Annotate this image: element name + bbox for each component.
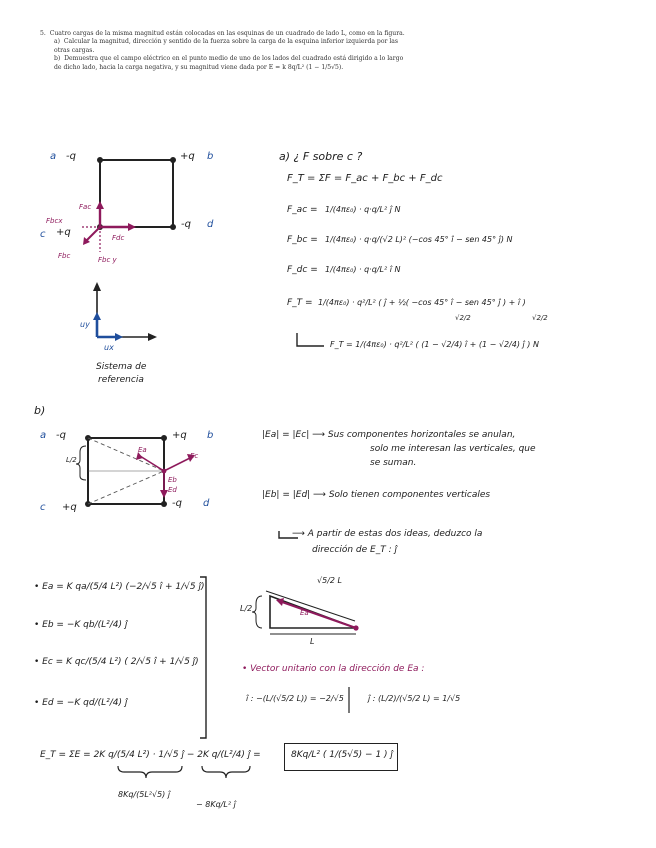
part-a-text: Calcular la magnitud, dirección y sentido de la fuerza sobre la carga de la esquina inferior izquierda por las otras cargas. [54,38,399,54]
b-text-1c: se suman. [370,458,417,468]
eq-a-5: 1/(4πε₀) · q²/L² ( ĵ + ½( −cos 45° î − sen 45° ĵ ) + î ) [318,298,526,307]
b-eb-label: Eb [168,476,177,484]
total-expression: E_T = ΣE = 2K q/(5/4 L²) · 1/√5 ĵ − 2K q/(L²/4) ĵ = [40,750,261,760]
b-text-3: ⟶ A partir de estas dos ideas, deduzco la [292,529,483,539]
eq-a-5-lhs: F_T = [287,298,313,308]
b-charge-qa: -q [56,430,66,441]
result-box [284,743,398,771]
part-a-label: a) [54,38,61,46]
b-text-1b: solo me interesan las verticales, que [370,444,536,454]
eq-a-5-sub2: √2/2 [532,314,548,322]
triangle-e-label: Ea [300,609,309,617]
label-c: c [40,229,46,240]
eq-a-2: 1/(4πε₀) · q·q/L² ĵ N [325,205,401,214]
b-ea-label: Ea [138,446,147,454]
problem-intro: Cuatro cargas de la misma magnitud están colocadas en las esquinas de un cuadrado de lado L, como en la figura. [49,30,405,37]
ux-label: ux [104,343,114,352]
charge-a-dot [97,157,103,163]
unit-j: ĵ : (L/2)/(√5/2 L) = 1/√5 [368,694,461,703]
eq-a-3-lhs: F_bc = [287,235,318,245]
triangle-side-label: L/2 [240,604,253,613]
fbc-arrow [87,227,100,240]
unit-i: î : −(L/(√5/2 L)) = −2/√5 [246,694,344,703]
fbcx-label: Fbcx [46,217,63,225]
b-label-b: b [207,430,214,441]
b-text-3b: dirección de E_T : ĵ [312,545,397,555]
brace-1-value: 8Kq/(5L²√5) ĵ [118,790,171,799]
eq-a-2-lhs: F_ac = [287,205,318,215]
triangle-ea-arrow [282,602,356,628]
square-a [100,160,173,227]
eq-a-5-sub1: √2/2 [455,314,471,322]
eq-a-4-lhs: F_dc = [287,265,318,275]
triangle-base-label: L [310,637,315,646]
ref-caption-2: referencia [98,375,144,385]
b-label-c: c [40,502,46,513]
part-b-heading: b) [34,404,46,417]
charge-b-dot [170,157,176,163]
b-label-a: a [40,430,47,441]
label-a: a [50,151,57,162]
eq-a-6: F_T = 1/(4πε₀) · q²/L² ( (1 − √2/4) î + (1 − √2/4) ĵ ) N [330,340,539,349]
label-b: b [207,151,214,162]
eq-a-1: F_T = ΣF = F_ac + F_bc + F_dc [287,173,443,184]
label-d: d [207,219,214,230]
field-ec: • Ec = K qc/(5/4 L²) ( 2/√5 î + 1/√5 ĵ) [34,657,199,667]
charge-qa: -q [66,151,76,162]
b-half-L: L/2 [66,456,77,464]
triangle-hyp-label: √5/2 L [317,576,342,585]
ref-caption-1: Sistema de [96,362,147,372]
fdc-label: Fdc [112,234,125,242]
eq-a-4: 1/(4πε₀) · q·q/L² î N [325,265,401,274]
b-charge-qd: -q [172,498,182,509]
b-text-1: |Ea| = |Ec| ⟶ Sus componentes horizontales se anulan, [262,430,516,440]
charge-qd: -q [181,219,191,230]
b-label-d: d [203,498,210,509]
ec-arrow [164,458,190,471]
fbc-label: Fbc [58,252,71,260]
b-charge-qc: +q [62,502,77,513]
problem-number: 5. [40,30,46,37]
field-eb: • Eb = −K qb/(L²/4) ĵ [34,620,128,630]
b-ec-label: Ec [190,452,199,460]
fac-label: Fac [79,203,92,211]
field-ea: • Ea = K qa/(5/4 L²) (−2/√5 î + 1/√5 ĵ) [34,582,205,592]
b-text-2: |Eb| = |Ed| ⟶ Solo tienen componentes verticales [262,490,491,500]
eq-a-3: 1/(4πε₀) · q·q/(√2 L)² (−cos 45° î − sen 45° ĵ) N [325,235,513,244]
eq-a-title: a) ¿ F sobre c ? [279,150,363,163]
charge-qc: +q [56,227,71,238]
b-ed-label: Ed [168,486,177,494]
charge-d-dot [170,224,176,230]
charge-qb: +q [180,151,195,162]
result-value: 8Kq/L² ( 1/(5√5) − 1 ) ĵ [291,750,393,760]
field-ed: • Ed = −K qd/(L²/4) ĵ [34,698,128,708]
part-b-text: Demuestra que el campo eléctrico en el punto medio de uno de los lados del cuadrado está dirigido a lo largo de dicho lado, hacia la carga negativa, y su magnitud viene dada por E = k 8q/L² (1 − 1/5√5). [54,55,404,71]
uy-label: uy [80,320,90,329]
unit-title: • Vector unitario con la dirección de Ea : [242,664,425,674]
ea-arrow [140,456,164,471]
part-b-label: b) [54,55,61,63]
b-charge-qb: +q [172,430,187,441]
brace-2-value: − 8Kq/L² ĵ [196,800,236,809]
fbcy-label: Fbc y [98,256,117,264]
